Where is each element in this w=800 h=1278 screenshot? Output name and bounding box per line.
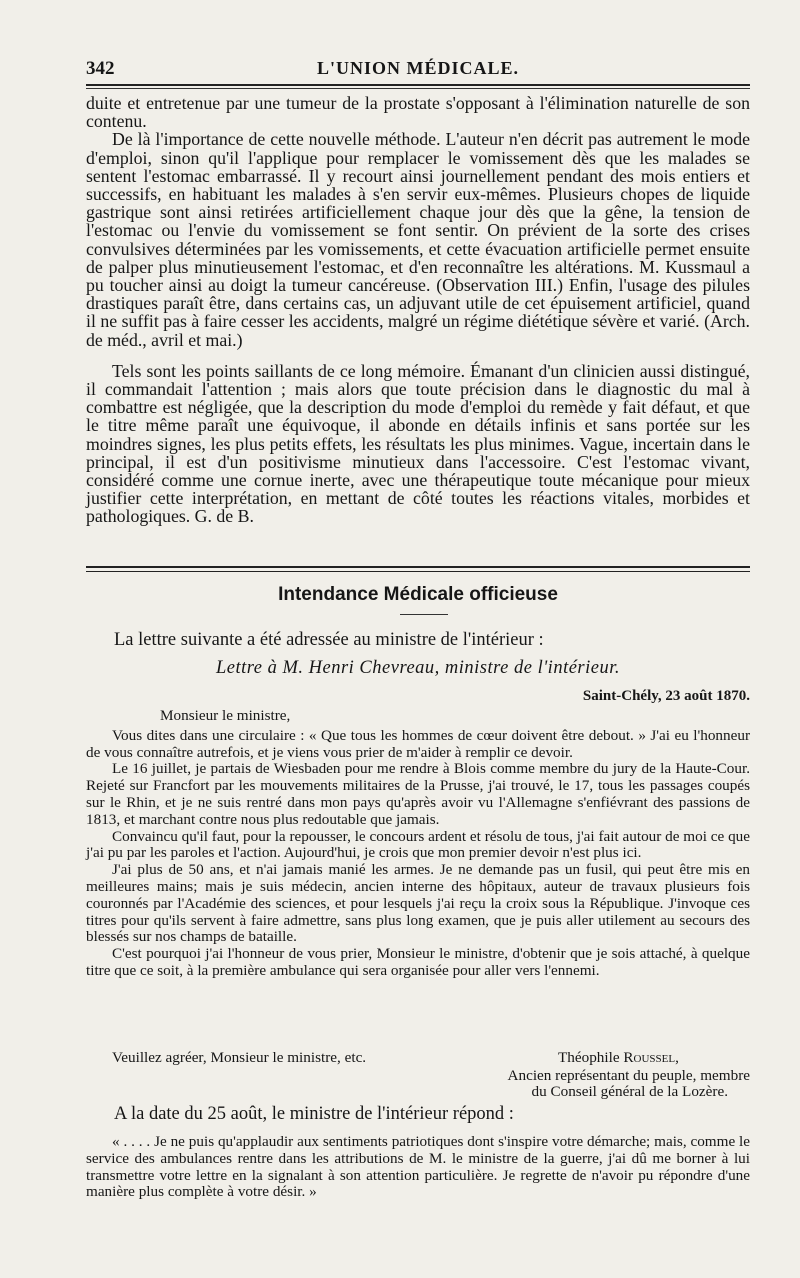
signature-name [558, 1050, 679, 1066]
signature-title: Ancien représentant du peuple, membre [507, 1067, 750, 1084]
reply-paragraph: « . . . . Je ne puis qu'applaudir aux sentiments patriotiques dont s'inspire votre démarche; mais, comme le service des ambulances rentre dans les attributions de M. le ministre de la guerre, j'ai dû me borner à lui transmettre votre lettre en la signalant à son attention particulière. Je regrette de n'avoir pu répondre d'une manière plus complète à votre désir. » [86, 1133, 750, 1201]
letter-paragraph: Le 16 juillet, je partais de Wiesbaden pour me rendre à Blois comme membre du jury de la Haute-Cour. Rejeté sur Francfort par les mouvements militaires de la Prusse, j'ai trouvé, le 17, tous les passages coupés sur le Rhin, et je ne suis rentré dans mon pays qu'après avoir vu l'Allemagne s'enfiévrant des passions de 1813, et marchant contre nous plus redoutable que jamais. [86, 760, 750, 828]
page-number: 342 [86, 58, 115, 79]
letter-paragraph: J'ai plus de 50 ans, et n'ai jamais manié les armes. Je ne demande pas un fusil, qui peut être mis en meilleures mains; mais je suis médecin, ancien interne des hôpitaux, auteur de travaux plusieurs fois couronnés par l'Académie des sciences, et pour lesquels j'ai reçu la croix sous la République. J'invoque ces titres pour qu'ils servent à faire admettre, sans plus long examen, que je puis aller utilement au secours des blessés sur nos champs de bataille. [86, 861, 750, 946]
header-rule [86, 88, 750, 89]
section-intro: La lettre suivante a été adressée au ministre de l'intérieur : [114, 630, 544, 650]
letter-paragraph: C'est pourquoi j'ai l'honneur de vous prier, Monsieur le ministre, d'obtenir que je sois attaché, à quelque titre que ce soit, à la première ambulance qui sera organisée pour aller vers l'ennemi. [86, 945, 750, 979]
letter-title: Lettre à M. Henri Chevreau, ministre de l'intérieur. [215, 658, 620, 678]
letter-body [86, 708, 750, 980]
signature-last-name: Roussel, [623, 1049, 679, 1066]
reply-body [86, 1134, 750, 1201]
section-divider [86, 566, 750, 568]
letter-salutation: Monsieur le ministre, [160, 707, 291, 724]
section-title: Intendance Médicale officieuse [278, 584, 558, 605]
letter-closing: Veuillez agréer, Monsieur le ministre, etc. [112, 1049, 367, 1066]
letter-paragraph: Convaincu qu'il faut, pour la repousser, le concours ardent et résolu de tous, j'ai fait autour de moi ce que j'ai pu par les paroles et l'action. Aujourd'hui, je crois que mon premier devoir n'est plus ici. [86, 827, 750, 862]
title-rule [400, 614, 448, 615]
reply-intro: A la date du 25 août, le ministre de l'intérieur répond : [114, 1104, 514, 1124]
page-header [86, 58, 750, 86]
signature-title: du Conseil général de la Lozère. [531, 1083, 728, 1100]
section-divider [86, 571, 750, 572]
article-paragraph: De là l'importance de cette nouvelle méthode. L'auteur n'en décrit pas autrement le mode d'emploi, sinon qu'il l'applique pour remplacer le vomissement dès que les malades se sentent l'estomac embarrassé. Il y recourt ainsi journellement pendant des mois entiers et successifs, en habituant les malades à s'en servir eux-mêmes. Plusieurs chopes de liquide gastrique sont ainsi retirées artificiellement chaque jour dès que la gêne, la tension de l'estomac ou l'envie du vomissement se font sentir. On prévient de la sorte des crises convulsives déterminées par les vomissements, et cette évacuation artificielle permet ensuite de palper plus minutieusement l'estomac, et d'en reconnaître les altérations. M. Kussmaul a pu toucher ainsi au doigt la tumeur cancéreuse. (Observation III.) Enfin, l'usage des pilules drastiques paraît être, dans certains cas, un adjuvant utile de cet épuisement artificiel, quand il ne suffit pas à faire cesser les accidents, malgré un régime diététique sévère et varié. (Arch. de méd., avril et mai.) [86, 129, 750, 350]
signature-first-name: Théophile [558, 1049, 620, 1066]
article-body [86, 94, 750, 526]
letter-paragraph: Vous dites dans une circulaire : « Que tous les hommes de cœur doivent être debout. » J'ai eu l'honneur de vous connaître autrefois, et je viens vous prier de m'aider à remplir ce devoir. [86, 726, 750, 761]
article-paragraph: Tels sont les points saillants de ce long mémoire. Émanant d'un clinicien aussi distingué, il commandait l'attention ; mais alors que toute précision dans le diagnostic du mal à combattre est négligée, que la description du mode d'emploi du remède y fait défaut, et que le titre même paraît une équivoque, il abonde en détails infinis et sans portée sur les moindres signes, les plus petits effets, les résultats les plus minimes. Vague, incertain dans le principal, il est d'un positivisme minutieux dans l'accessoire. C'est l'estomac vivant, considéré comme une cornue inerte, avec une thérapeutique toute mécanique pour mieux justifier cette interprétation, en mettant de côté toutes les réactions vitales, morbides et pathologiques. G. de B. [86, 360, 750, 527]
article-paragraph: duite et entretenue par une tumeur de la prostate s'opposant à l'élimination naturelle de son contenu. [86, 93, 750, 132]
running-head: L'UNION MÉDICALE. [316, 58, 520, 78]
letter-dateline: Saint-Chély, 23 août 1870. [582, 688, 750, 704]
